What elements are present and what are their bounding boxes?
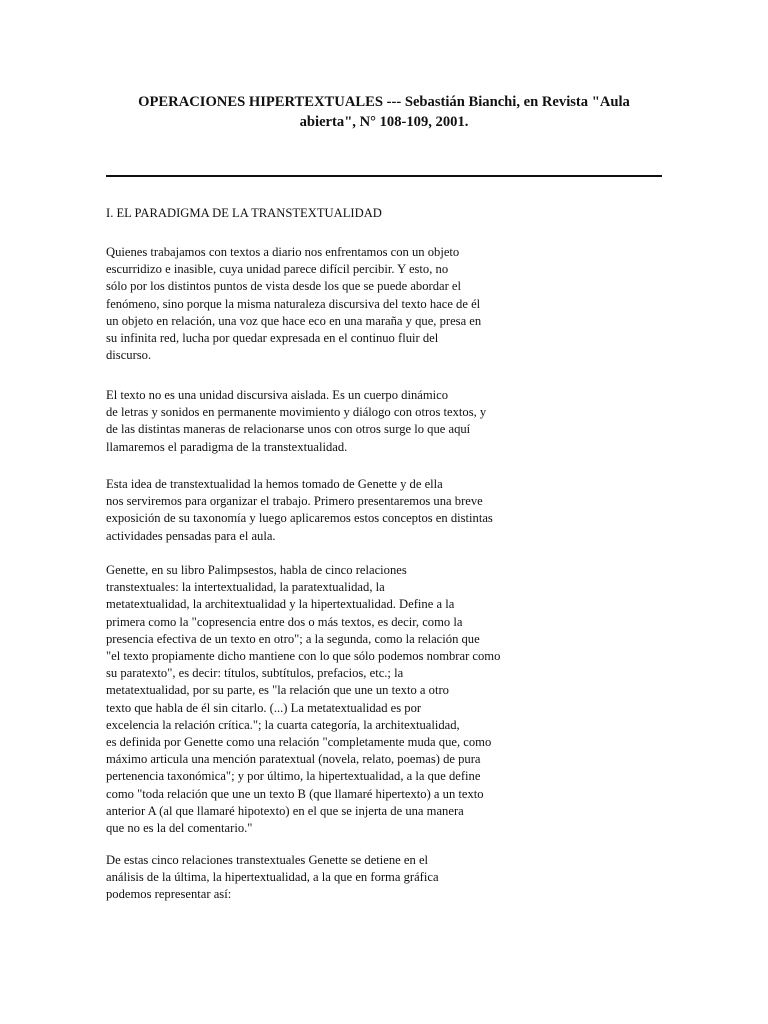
title-line: abierta", N° 108-109, 2001. [299,114,469,130]
text-line: de letras y sonidos en permanente movimiento y diálogo con otros textos, y [106,405,487,420]
title-line: OPERACIONES HIPERTEXTUALES --- Sebastián Bianchi, en Revista "Aula [138,94,630,110]
text-line: Genette, en su libro Palimpsestos, habla de cinco relaciones [106,563,407,577]
text-line: texto que habla de él sin citarlo. (...) La metatextualidad es por [106,700,422,715]
text-line: análisis de la última, la hipertextualidad, a la que en forma gráfica [106,870,439,885]
text-line: Esta idea de transtextualidad la hemos tomado de Genette y de ella [106,477,443,491]
text-line: actividades pensadas para el aula. [106,528,276,543]
text-line: excelencia la relación crítica."; la cuarta categoría, la architextualidad, [106,717,460,732]
text-line: transtextuales: la intertextualidad, la paratextualidad, la [106,580,385,595]
paragraph [106,476,493,545]
text-line: nos serviremos para organizar el trabajo. Primero presentaremos una breve [106,494,483,509]
text-line: que no es la del comentario." [106,821,253,836]
paragraph [106,244,481,364]
text-line: De estas cinco relaciones transtextuales Genette se detiene en el [106,853,429,867]
document-title [106,92,662,132]
text-line: "el texto propiamente dicho mantiene con lo que sólo podemos nombrar como [106,649,501,664]
section-heading: I. EL PARADIGMA DE LA TRANSTEXTUALIDAD [106,206,382,220]
horizontal-rule [106,175,662,177]
text-line: de las distintas maneras de relacionarse unos con otros surge lo que aquí [106,422,471,437]
text-line: exposición de su taxonomía y luego aplicaremos estos conceptos en distintas [106,511,493,526]
text-line: un objeto en relación, una voz que hace eco en una maraña y que, presa en [106,313,482,328]
text-line: El texto no es una unidad discursiva aislada. Es un cuerpo dinámico [106,388,449,402]
text-line: sólo por los distintos puntos de vista desde los que se puede abordar el [106,279,462,294]
text-line: su paratexto", es decir: títulos, subtítulos, prefacios, etc.; la [106,666,404,681]
text-line: pertenencia taxonómica"; y por último, la hipertextualidad, a la que define [106,769,481,784]
text-line: anterior A (al que llamaré hipotexto) en el que se injerta de una manera [106,803,464,818]
text-line: fenómeno, sino porque la misma naturaleza discursiva del texto hace de él [106,296,481,311]
text-line: primera como la "copresencia entre dos o más textos, es decir, como la [106,614,463,629]
paragraph [106,852,439,904]
text-line: escurridizo e inasible, cuya unidad parece difícil percibir. Y esto, no [106,262,449,277]
text-line: metatextualidad, por su parte, es "la relación que une un texto a otro [106,683,449,698]
text-line: llamaremos el paradigma de la transtextualidad. [106,439,348,454]
text-line: su infinita red, lucha por quedar expresada en el continuo fluir del [106,331,439,346]
text-line: presencia efectiva de un texto en otro"; a la segunda, como la relación que [106,631,480,646]
text-line: discurso. [106,348,152,363]
paragraph [106,562,500,837]
text-line: como "toda relación que une un texto B (que llamaré hipertexto) a un texto [106,786,484,801]
text-line: Quienes trabajamos con textos a diario nos enfrentamos con un objeto [106,245,460,259]
text-line: podemos representar así: [106,887,232,902]
text-line: metatextualidad, la architextualidad y la hipertextualidad. Define a la [106,597,455,612]
text-line: es definida por Genette como una relación "completamente muda que, como [106,735,492,750]
paragraph [106,387,486,456]
text-line: máximo articula una mención paratextual (novela, relato, poemas) de pura [106,752,481,767]
